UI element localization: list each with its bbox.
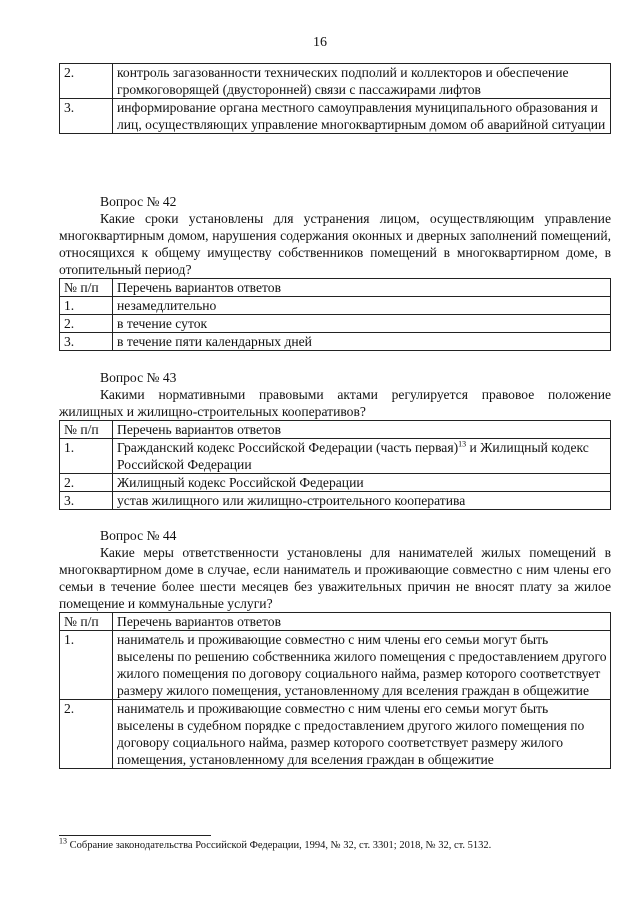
answer-text: незамедлительно [113,297,611,315]
row-number: 1. [60,297,113,315]
column-header-answers: Перечень вариантов ответов [113,613,611,631]
column-header-number: № п/п [60,279,113,297]
answer-table [59,420,611,510]
column-header-answers: Перечень вариантов ответов [113,421,611,439]
table-row [60,64,611,99]
page-number: 16 [313,35,327,50]
column-header-number: № п/п [60,421,113,439]
answer-table [59,278,611,351]
footnote-divider [59,835,211,836]
answer-table-continued [59,63,611,134]
row-number: 2. [60,474,113,492]
table-row [60,99,611,134]
question-text: Какие меры ответственности установлены для нанимателей жилых помещений в многоквартирном доме в случае, если наниматель и проживающие совместно с ним члены его семьи в течение более шести месяцев без уважительных причин не вносят плату за жилое помещение и коммунальные услуги? [59,545,611,611]
row-number: 1. [60,631,113,700]
row-number: 1. [60,439,113,474]
question-title: Вопрос № 42 [100,194,177,209]
answer-text: Жилищный кодекс Российской Федерации [113,474,611,492]
table-row [60,333,611,351]
footnote [59,836,492,852]
answer-text: устав жилищного или жилищно-строительного кооператива [113,492,611,510]
answer-text: в течение суток [113,315,611,333]
row-number: 3. [60,99,113,134]
table-row [60,492,611,510]
table-header-row [60,613,611,631]
column-header-number: № п/п [60,613,113,631]
table-header-row [60,421,611,439]
row-number: 2. [60,64,113,99]
table-row [60,474,611,492]
answer-text: наниматель и проживающие совместно с ним члены его семьи могут быть выселены по решению собственника жилого помещения с предоставлением другого жилого помещения по договору социального найма, размер которого соответствует размеру жилого помещения, установленному для вселения граждан в общежитие [113,631,611,700]
answer-text-part: и Жилищный кодекс Российской Федерации [117,440,589,472]
footnote-reference: 13 [458,439,467,449]
footnote-mark: 13 [59,836,67,846]
question-text: Какие сроки установлены для устранения лицом, осуществляющим управление многоквартирным домом, нарушения содержания оконных и дверных заполнений помещений, относящихся к общему имуществу собственников помещений в многоквартирном доме, в отопительный период? [59,211,611,277]
table-row [60,439,611,474]
question-text: Какими нормативными правовыми актами регулируется правовое положение жилищных и жилищно-строительных кооперативов? [59,387,611,419]
answer-text: наниматель и проживающие совместно с ним члены его семьи могут быть выселены в судебном порядке с предоставлением другого жилого помещения по договору социального найма, размер которого соответствует размеру жилого помещения, установленному для вселения граждан в общежитие [113,700,611,769]
footnote-text: Собрание законодательства Российской Федерации, 1994, № 32, ст. 3301; 2018, № 32, ст. 5132. [67,840,492,851]
answer-text-part: Гражданский кодекс Российской Федерации (часть первая) [117,440,459,455]
row-number: 2. [60,700,113,769]
table-header-row [60,279,611,297]
table-row [60,297,611,315]
row-number: 3. [60,333,113,351]
row-number: 3. [60,492,113,510]
answer-text [113,439,611,474]
table-row [60,631,611,700]
row-number: 2. [60,315,113,333]
answer-text: в течение пяти календарных дней [113,333,611,351]
question-title: Вопрос № 43 [100,370,177,385]
table-row [60,315,611,333]
question-title: Вопрос № 44 [100,528,177,543]
table-row [60,700,611,769]
answer-table [59,612,611,769]
answer-text: контроль загазованности технических подполий и коллекторов и обеспечение громкоговорящей (двусторонней) связи с пассажирами лифтов [113,64,611,99]
answer-text: информирование органа местного самоуправления муниципального образования и лиц, осуществляющих управление многоквартирным домом об аварийной ситуации [113,99,611,134]
column-header-answers: Перечень вариантов ответов [113,279,611,297]
